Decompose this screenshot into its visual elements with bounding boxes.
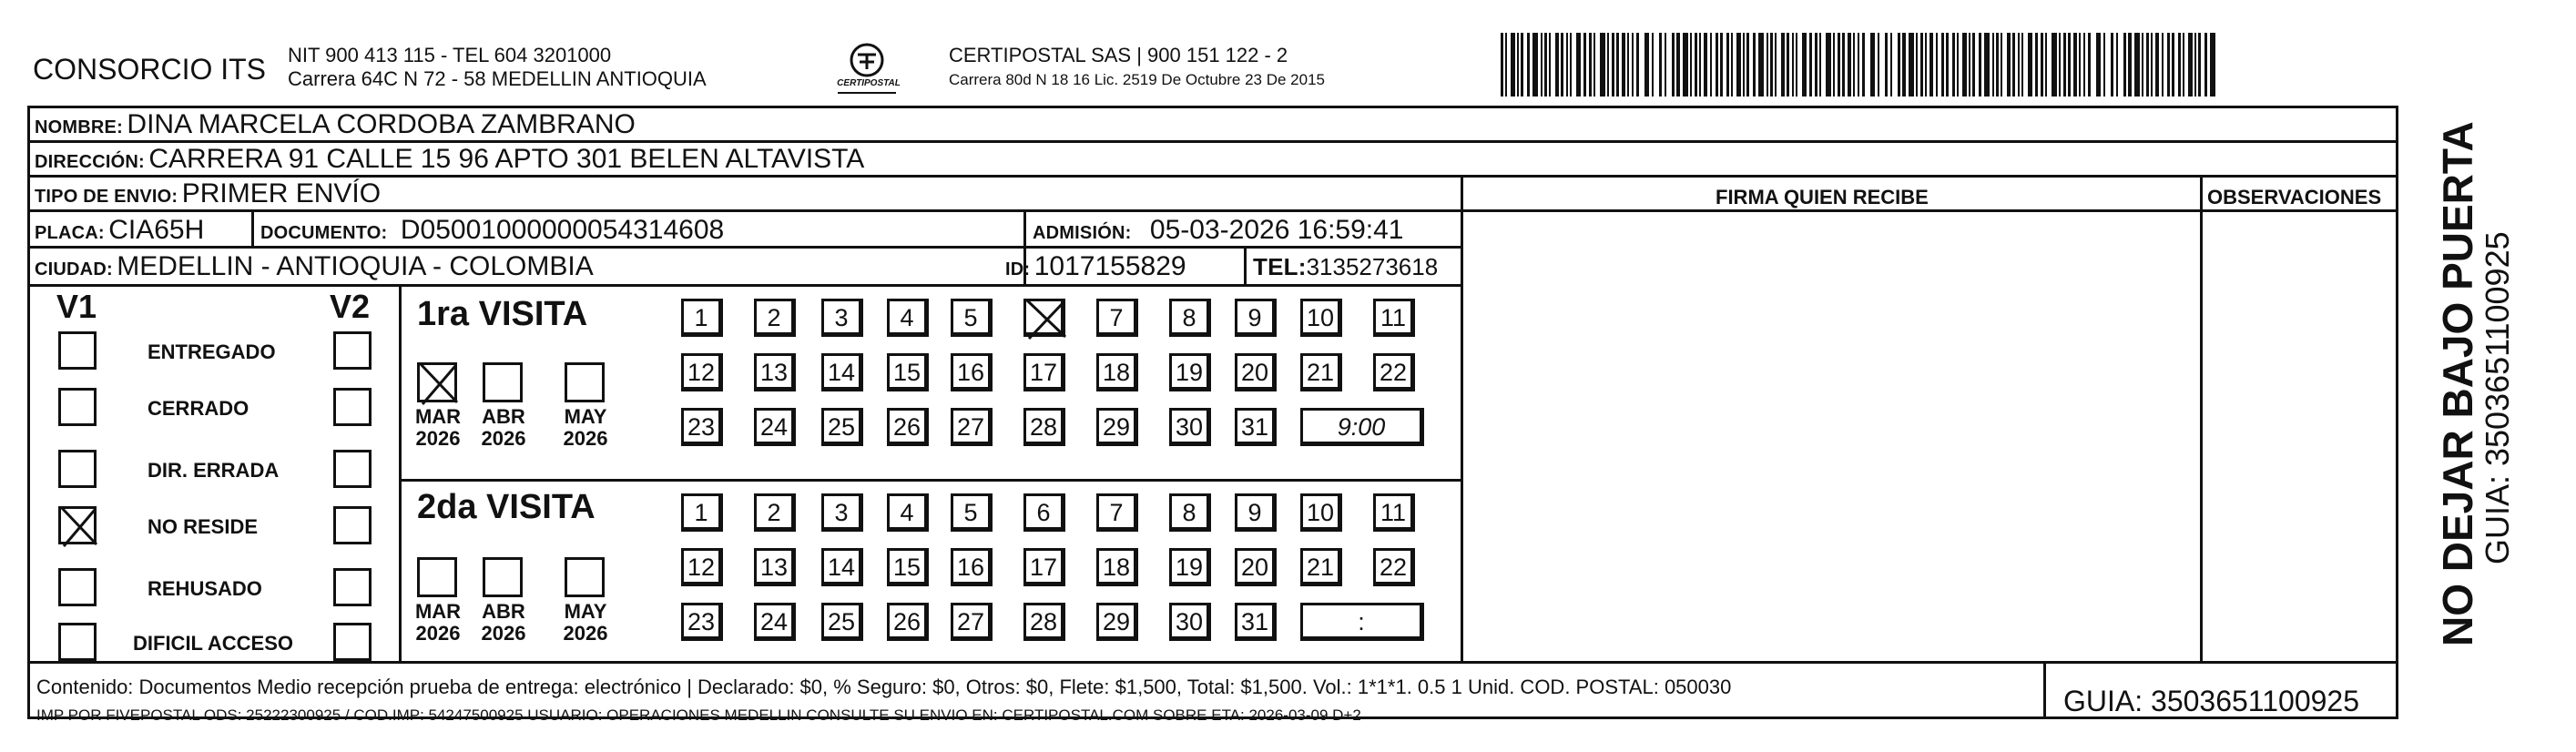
day-number: 11 [1380,499,1407,526]
day-box[interactable] [754,603,796,641]
day-box[interactable] [1096,548,1138,586]
ciudad-value: MEDELLIN - ANTIOQUIA - COLOMBIA [117,251,594,281]
v1-checkbox[interactable] [58,623,97,661]
column-divider [2200,175,2203,663]
day-box[interactable] [754,353,796,391]
month-label [472,406,535,450]
day-number: 14 [827,359,856,386]
day-number: 2 [767,499,781,526]
day-number: 13 [759,359,789,386]
row-divider [27,246,1462,249]
day-box[interactable] [1169,353,1211,391]
column-divider [1461,175,1463,663]
day-box[interactable] [887,548,929,586]
day-number: 8 [1182,304,1196,331]
month-label [406,406,470,450]
logo-text: CERTIPOSTAL [837,78,901,88]
visit-divider [399,479,1462,482]
day-box[interactable] [1023,493,1065,532]
day-number: 28 [1029,413,1058,441]
id-value: 1017155829 [1033,251,1186,281]
day-box[interactable] [821,548,863,586]
day-number: 15 [892,554,921,581]
carrier-license: Carrera 80d N 18 16 Lic. 2519 De Octubre 23 De 2015 [949,71,1325,88]
day-box[interactable] [681,299,723,337]
certipostal-logo [830,38,903,102]
day-box[interactable] [1300,299,1342,337]
day-box[interactable] [1235,299,1277,337]
day-box[interactable] [1169,299,1211,337]
month-year: 2026 [415,622,461,645]
day-number: 3 [834,499,849,526]
day-box[interactable] [1023,353,1065,391]
day-box[interactable] [1023,299,1065,337]
day-box[interactable] [821,603,863,641]
day-box[interactable] [681,353,723,391]
v1-checkbox[interactable] [58,388,97,426]
firma-heading: FIRMA QUIEN RECIBE [1716,186,1929,208]
time-value: 9:00 [1337,413,1386,441]
day-number: 17 [1029,554,1058,581]
status-divider [399,284,402,663]
month-checkbox[interactable] [483,362,523,402]
time-box[interactable] [1300,408,1424,446]
side-guia: GUIA: 3503651100925 [2479,231,2516,564]
day-box[interactable] [821,493,863,532]
day-number: 27 [956,413,985,441]
day-number: 26 [892,413,921,441]
day-box[interactable] [1023,408,1065,446]
month-name: MAY [564,600,607,623]
day-number: 28 [1029,608,1058,635]
footer-imp: IMP POR FIVEPOSTAL ODS: 25222300925 / COD.IMP: 54247500925 USUARIO: OPERACIONES MEDELLIN CONSULTE SU ENVIO EN: CERTIPOSTAL.COM SOBRE ETA: 2026-03-09 D+2 [36,706,1361,724]
month-checkbox[interactable] [417,557,457,597]
month-name: ABR [482,600,525,623]
day-box[interactable] [1096,299,1138,337]
tipo-envio-label: TIPO DE ENVIO: [35,187,178,207]
time-box[interactable] [1300,603,1424,641]
day-box[interactable] [1096,408,1138,446]
day-number: 17 [1029,359,1058,386]
day-box[interactable] [951,548,993,586]
day-number: 25 [827,608,856,635]
day-box[interactable] [887,408,929,446]
day-box[interactable] [887,603,929,641]
day-box[interactable] [681,548,723,586]
footer-contenido: Contenido: Documentos Medio recepción prueba de entrega: electrónico | Declarado: $0, % Seguro: $0, Otros: $0, Flete: $1,500, Total: $1,500. Vol.: 1*1*1. 0.5 1 Unid. COD. POSTAL: 050030 [36,676,1732,698]
tipo-envio-value: PRIMER ENVÍO [181,178,382,208]
day-number: 14 [827,554,856,581]
v1-heading: V1 [56,288,97,325]
month-year: 2026 [481,622,526,645]
day-number: 9 [1247,499,1262,526]
tel-field [1253,255,1438,279]
month-label [472,601,535,645]
month-year: 2026 [563,427,608,450]
day-box[interactable] [1373,353,1415,391]
day-number: 15 [892,359,921,386]
barcode [1501,33,2220,97]
day-number: 18 [1102,554,1131,581]
ciudad-field [35,253,594,280]
day-box[interactable] [887,299,929,337]
row-divider [27,140,2398,143]
nombre-value: DINA MARCELA CORDOBA ZAMBRANO [127,109,636,139]
month-checkbox[interactable] [565,557,605,597]
day-number: 1 [694,304,708,331]
id-label: ID: [1005,259,1031,279]
day-box[interactable] [951,353,993,391]
tel-label: TEL: [1253,253,1307,280]
placa-label: PLACA: [35,223,105,243]
day-number: 1 [694,499,708,526]
day-box[interactable] [1300,548,1342,586]
day-number: 9 [1247,304,1262,331]
day-number: 20 [1240,554,1269,581]
status-label: NO RESIDE [148,515,259,538]
day-box[interactable] [1169,603,1211,641]
day-number: 25 [827,413,856,441]
day-box[interactable] [681,603,723,641]
day-number: 12 [687,554,716,581]
month-year: 2026 [481,427,526,450]
day-number: 26 [892,608,921,635]
day-box[interactable] [754,299,796,337]
day-box[interactable] [1235,408,1277,446]
month-label [406,601,470,645]
documento-label: DOCUMENTO: [260,223,388,243]
day-box[interactable] [1235,353,1277,391]
status-label: REHUSADO [148,577,262,600]
status-label: DIFICIL ACCESO [133,632,294,655]
day-box[interactable] [754,548,796,586]
v2-checkbox[interactable] [333,623,372,661]
v2-heading: V2 [330,288,371,325]
day-box[interactable] [951,603,993,641]
day-box[interactable] [951,493,993,532]
day-box[interactable] [1235,493,1277,532]
day-number: 30 [1175,608,1204,635]
day-box[interactable] [681,493,723,532]
day-number: 27 [956,608,985,635]
no-dejar-bajo-puerta: NO DEJAR BAJO PUERTA [2434,121,2481,646]
day-box[interactable] [1169,548,1211,586]
month-name: ABR [482,405,525,428]
time-value: : [1358,608,1365,635]
status-label: DIR. ERRADA [148,459,280,482]
field-divider [251,211,254,248]
day-box[interactable] [681,408,723,446]
company-address: Carrera 64C N 72 - 58 MEDELLIN ANTIOQUIA [288,67,707,90]
v1-checkbox[interactable] [58,506,97,544]
day-number: 11 [1380,304,1407,331]
day-number: 8 [1182,499,1196,526]
day-box[interactable] [887,493,929,532]
v1-checkbox[interactable] [58,568,97,606]
day-number: 7 [1109,499,1124,526]
placa-value: CIA65H [108,215,205,245]
day-box[interactable] [1300,353,1342,391]
day-box[interactable] [1300,493,1342,532]
day-number: 12 [687,359,716,386]
id-field [1005,253,1186,280]
nombre-label: NOMBRE: [35,117,123,137]
documento-value: D05001000000054314608 [400,215,725,245]
month-name: MAR [414,600,462,623]
v2-checkbox[interactable] [333,568,372,606]
day-number: 31 [1240,413,1269,441]
admision-label: ADMISIÓN: [1033,223,1132,243]
day-box[interactable] [1169,408,1211,446]
admision-value: 05-03-2026 16:59:41 [1149,215,1404,245]
v1-checkbox[interactable] [58,450,97,488]
ciudad-label: CIUDAD: [35,259,113,279]
day-box[interactable] [754,493,796,532]
day-box[interactable] [1373,299,1415,337]
day-box[interactable] [951,299,993,337]
day-number: 10 [1306,499,1335,526]
field-divider [1244,248,1247,284]
day-number: 19 [1175,359,1204,386]
v2-checkbox[interactable] [333,331,372,370]
direccion-row [35,146,864,173]
day-box[interactable] [1096,493,1138,532]
day-box[interactable] [821,299,863,337]
day-number: 19 [1175,554,1204,581]
day-number: 5 [963,499,978,526]
day-box[interactable] [1096,603,1138,641]
day-number: 13 [759,554,789,581]
day-number: 2 [767,304,781,331]
v1-checkbox[interactable] [58,331,97,370]
row-divider [27,284,1462,287]
day-box[interactable] [887,353,929,391]
admision-field [1033,217,1404,244]
month-checkbox[interactable] [565,362,605,402]
day-box[interactable] [1235,548,1277,586]
day-number: 31 [1240,608,1269,635]
month-year: 2026 [563,622,608,645]
day-number: 23 [687,608,716,635]
month-name: MAR [414,405,462,428]
carrier-name: CERTIPOSTAL SAS | 900 151 122 - 2 [949,44,1288,66]
day-number: 24 [759,413,789,441]
month-year: 2026 [415,427,461,450]
day-number: 7 [1109,304,1124,331]
day-box[interactable] [1096,353,1138,391]
day-box[interactable] [1373,493,1415,532]
month-checkbox[interactable] [417,362,457,402]
day-number: 24 [759,608,789,635]
tel-value: 3135273618 [1306,253,1439,280]
day-number: 16 [956,359,985,386]
day-number: 4 [900,499,914,526]
day-number: 22 [1379,554,1408,581]
tipo-envio-row [35,180,381,208]
direccion-value: CARRERA 91 CALLE 15 96 APTO 301 BELEN ALTAVISTA [148,144,865,174]
day-box[interactable] [821,353,863,391]
visit2-title: 2da VISITA [417,488,596,526]
day-box[interactable] [1023,603,1065,641]
day-number: 29 [1102,413,1131,441]
status-label: ENTREGADO [148,340,276,363]
visit1-title: 1ra VISITA [417,295,588,333]
day-box[interactable] [821,408,863,446]
day-number: 30 [1175,413,1204,441]
day-number: 23 [687,413,716,441]
month-label [554,601,617,645]
day-number: 22 [1379,359,1408,386]
day-box[interactable] [754,408,796,446]
day-number: 4 [900,304,914,331]
day-box[interactable] [1373,548,1415,586]
month-label [554,406,617,450]
direccion-label: DIRECCIÓN: [35,152,145,172]
day-box[interactable] [1169,493,1211,532]
footer-guia-divider [2043,661,2046,719]
company-nit: NIT 900 413 115 - TEL 604 3201000 [288,44,612,66]
day-number: 21 [1306,359,1335,386]
row-divider [27,209,2398,212]
day-number: 5 [963,304,978,331]
placa-field [35,217,204,244]
month-checkbox[interactable] [483,557,523,597]
day-number: 16 [956,554,985,581]
nombre-row [35,111,636,138]
day-number: 29 [1102,608,1131,635]
observaciones-heading: OBSERVACIONES [2207,186,2382,208]
day-number: 20 [1240,359,1269,386]
row-divider [27,175,2398,178]
v2-checkbox[interactable] [333,388,372,426]
v2-checkbox[interactable] [333,450,372,488]
day-number: 3 [834,304,849,331]
status-label: CERRADO [148,397,249,420]
day-box[interactable] [1023,548,1065,586]
day-number: 6 [1036,499,1051,526]
day-number: 21 [1306,554,1335,581]
day-box[interactable] [951,408,993,446]
day-number: 10 [1306,304,1335,331]
footer-guia: GUIA: 3503651100925 [2063,685,2359,717]
documento-field [260,217,724,244]
v2-checkbox[interactable] [333,506,372,544]
month-name: MAY [564,405,607,428]
guide-frame [27,106,2398,719]
day-box[interactable] [1235,603,1277,641]
day-number: 18 [1102,359,1131,386]
company-name: CONSORCIO ITS [33,53,267,86]
